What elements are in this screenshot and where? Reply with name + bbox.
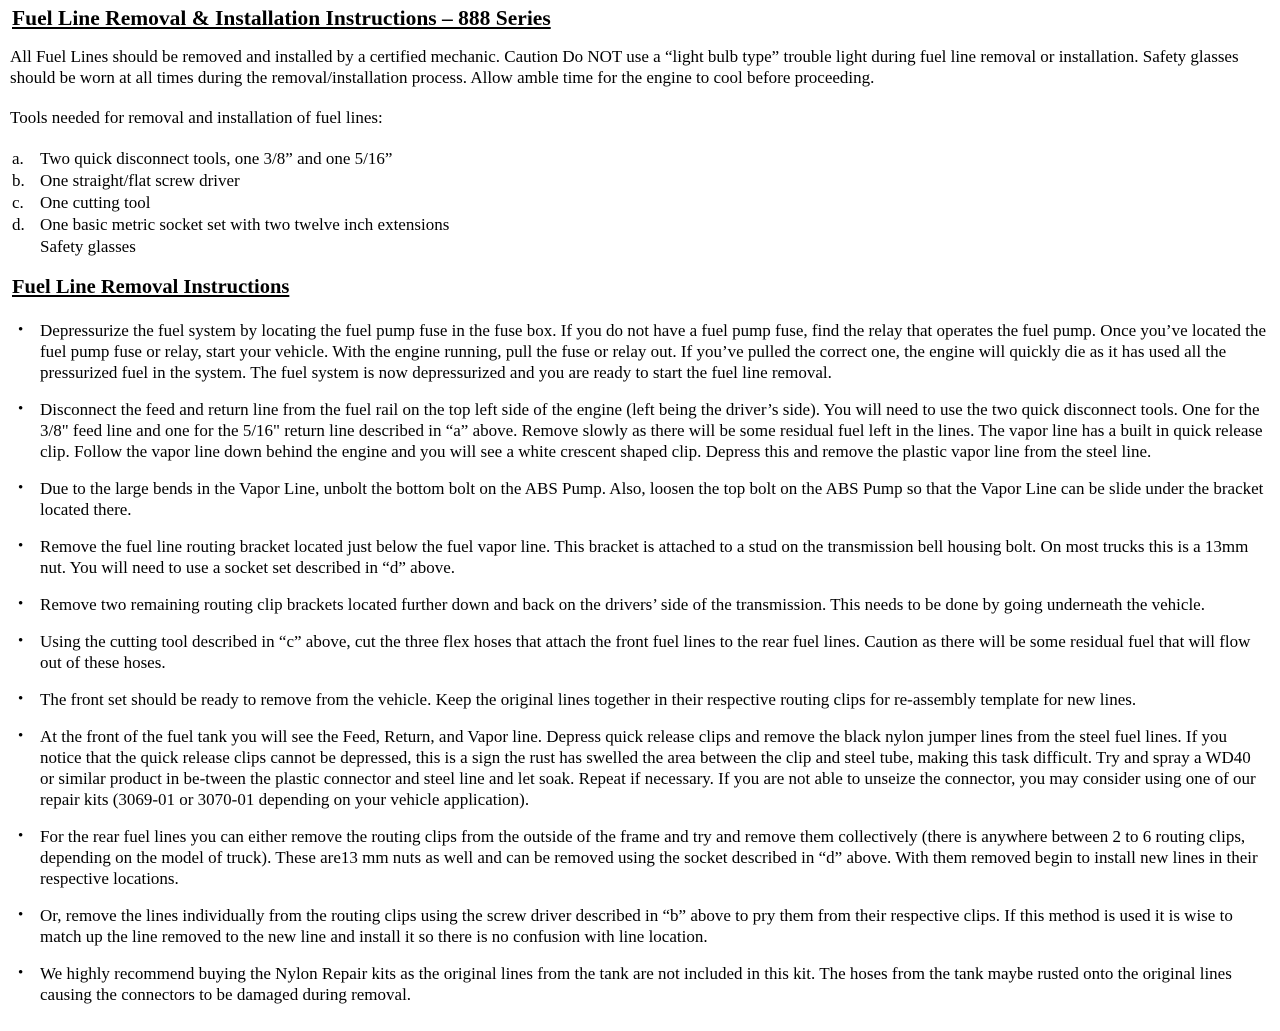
- tool-item: [10, 148, 1267, 169]
- section-heading: Fuel Line Removal Instructions: [12, 276, 290, 298]
- bullet-icon: •: [18, 907, 24, 923]
- intro-paragraph: All Fuel Lines should be removed and installed by a certified mechanic. Caution Do NOT use a “light bulb type” trouble light during fuel line removal or installation. Safety glasses should be worn at all times during the removal/installation process. Allow amble time for the engine to cool before proceeding.: [10, 47, 1239, 87]
- bullet-icon: •: [18, 538, 24, 554]
- list-marker: d.: [12, 215, 25, 234]
- step-text: We highly recommend buying the Nylon Repair kits as the original lines from the tank are not included in this kit. The hoses from the tank maybe rusted onto the original lines causing the connectors to be damaged during removal.: [40, 964, 1232, 1004]
- step-text: The front set should be ready to remove from the vehicle. Keep the original lines together in their respective routing clips for re-assembly template for new lines.: [40, 690, 1137, 709]
- tool-item-text: Two quick disconnect tools, one 3/8” and one 5/16”: [40, 149, 393, 168]
- steps-list: [10, 320, 1267, 1005]
- step-item: [10, 726, 1267, 810]
- tool-item: [10, 192, 1267, 213]
- tool-item-text: One straight/flat screw driver: [40, 171, 240, 190]
- step-text: Due to the large bends in the Vapor Line, unbolt the bottom bolt on the ABS Pump. Also, loosen the top bolt on the ABS Pump so that the Vapor Line can be slide under the bracket located there.: [40, 479, 1264, 519]
- step-item: [10, 631, 1267, 673]
- step-text: Disconnect the feed and return line from the fuel rail on the top left side of the engine (left being the driver’s side). You will need to use the two quick disconnect tools. One for the 3/8" feed line and one for the 5/16" return line described in “a” above. Remove slowly as there will be some residual fuel left in the lines. The vapor line has a built in quick release clip. Follow the vapor line down behind the engine and you will see a white crescent shaped clip. Depress this and remove the plastic vapor line from the steel line.: [40, 400, 1263, 461]
- bullet-icon: •: [18, 828, 24, 844]
- list-marker-empty: [10, 236, 40, 257]
- step-item: [10, 320, 1267, 383]
- tool-item-text: One basic metric socket set with two twelve inch extensions: [40, 215, 450, 234]
- step-text: Remove two remaining routing clip brackets located further down and back on the drivers’ side of the transmission. This needs to be done by going underneath the vehicle.: [40, 595, 1205, 614]
- list-marker: b.: [12, 171, 25, 190]
- tool-item: [10, 170, 1267, 191]
- tools-list: [10, 148, 1267, 257]
- bullet-icon: •: [18, 691, 24, 707]
- step-item: [10, 594, 1267, 615]
- step-item: [10, 689, 1267, 710]
- bullet-icon: •: [18, 480, 24, 496]
- step-item: [10, 399, 1267, 462]
- bullet-icon: •: [18, 633, 24, 649]
- bullet-icon: •: [18, 728, 24, 744]
- step-item: [10, 905, 1267, 947]
- tool-item: [10, 214, 1267, 235]
- list-marker: c.: [12, 193, 24, 212]
- list-marker: a.: [12, 149, 24, 168]
- step-item: [10, 536, 1267, 578]
- step-text: Remove the fuel line routing bracket located just below the fuel vapor line. This bracket is attached to a stud on the transmission bell housing bolt. On most trucks this is a 13mm nut. You will need to use a socket set described in “d” above.: [40, 537, 1249, 577]
- step-item: [10, 478, 1267, 520]
- bullet-icon: •: [18, 322, 24, 338]
- tool-item-text: Safety glasses: [40, 237, 136, 256]
- step-text: Depressurize the fuel system by locating the fuel pump fuse in the fuse box. If you do not have a fuel pump fuse, find the relay that operates the fuel pump. Once you’ve located the fuel pump fuse or relay, start your vehicle. With the engine running, pull the fuse or relay out. If you’ve pulled the correct one, the engine will quickly die as it has used all the pressurized fuel in the system. The fuel system is now depressurized and you are ready to start the fuel line removal.: [40, 321, 1266, 382]
- bullet-icon: •: [18, 965, 24, 981]
- tool-item-text: One cutting tool: [40, 193, 151, 212]
- bullet-icon: •: [18, 401, 24, 417]
- page-title: Fuel Line Removal & Installation Instructions – 888 Series: [12, 6, 551, 30]
- bullet-icon: •: [18, 596, 24, 612]
- step-text: For the rear fuel lines you can either remove the routing clips from the outside of the frame and try and remove them collectively (there is anywhere between 2 to 6 routing clips, depending on the model of truck). These are13 mm nuts as well and can be removed using the socket described in “d” above. With them removed begin to install new lines in their respective locations.: [40, 827, 1258, 888]
- step-item: [10, 826, 1267, 889]
- step-text: Using the cutting tool described in “c” above, cut the three flex hoses that attach the front fuel lines to the rear fuel lines. Caution as there will be some residual fuel that will flow out of these hoses.: [40, 632, 1251, 672]
- tool-item-continuation: [10, 236, 1267, 257]
- step-text: Or, remove the lines individually from the routing clips using the screw driver described in “b” above to pry them from their respective clips. If this method is used it is wise to match up the line removed to the new line and install it so there is no confusion with line location.: [40, 906, 1233, 946]
- step-text: At the front of the fuel tank you will see the Feed, Return, and Vapor line. Depress quick release clips and remove the black nylon jumper lines from the steel fuel lines. If you notice that the quick release clips cannot be depressed, this is a sign the rust has swelled the area between the clip and steel tube, making this task difficult. Try and spray a WD40 or similar product in be-tween the plastic connector and steel line and let soak. Repeat if necessary. If you are not able to unseize the connector, you may consider using one of our repair kits (3069-01 or 3070-01 depending on your vehicle application).: [40, 727, 1256, 809]
- step-item: [10, 963, 1267, 1005]
- tools-intro: Tools needed for removal and installation of fuel lines:: [10, 108, 383, 127]
